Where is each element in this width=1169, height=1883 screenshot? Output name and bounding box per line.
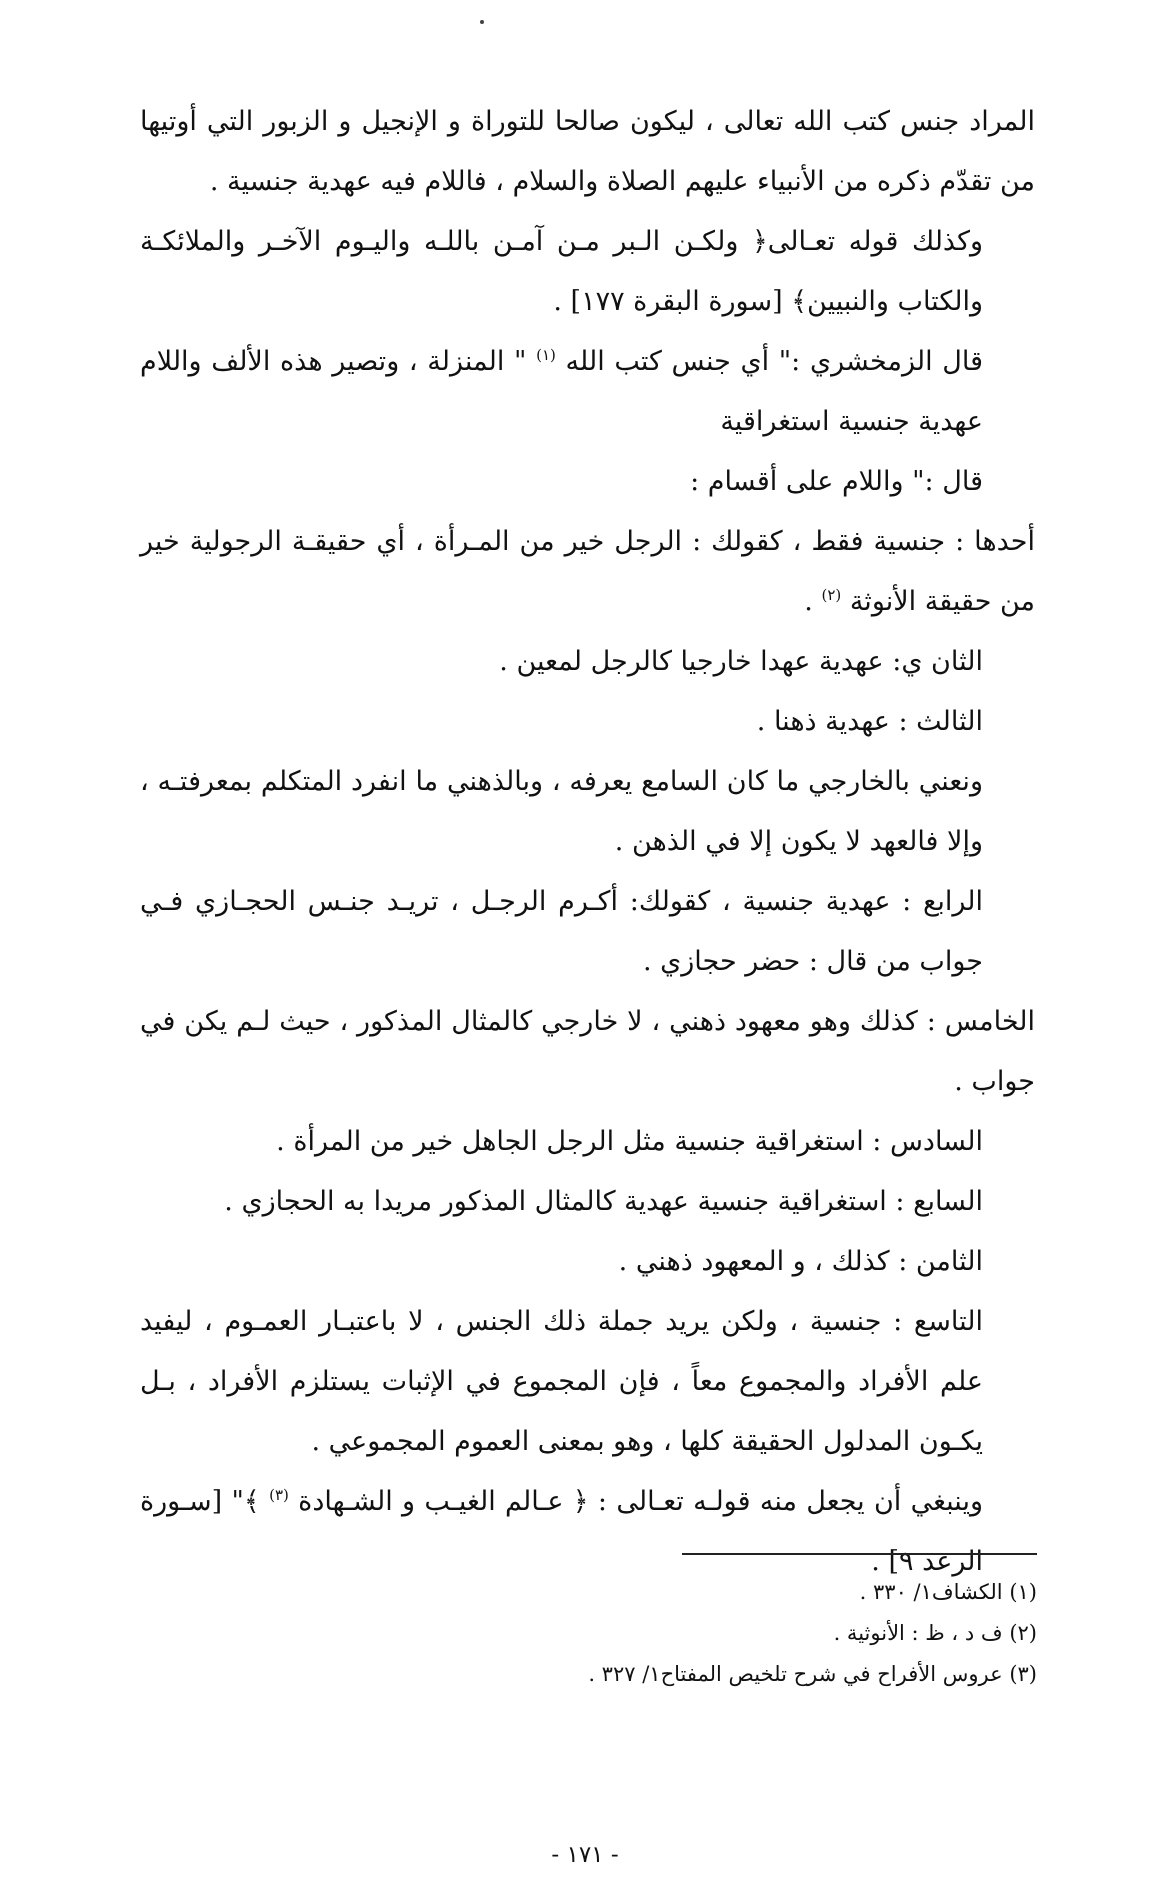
paragraph-3 [140,332,1035,452]
footnote-1: (١) الكشاف١/ ٣٣٠ . [859,1580,1037,1604]
paragraph-5 [140,512,1035,632]
paragraph-14: التاسع : جنسية ، ولكن يريد جملة ذلك الجنس ، لا باعتبـار العمـوم ، ليفيد علم الأفراد والمجموع معاً ، فإن المجموع في الإثبات يستلزم الأفراد ، بـل يكـون المدلول الحقيقة كلها ، وهو بمعنى العموم المجموعي . [140,1306,983,1457]
paragraph-15-text-b: ﴾" [سـورة الرعد ٩] . [140,1486,983,1577]
paragraph-1: المراد جنس كتب الله تعالى ، ليكون صالحا للتوراة و الإنجيل و الزبور التي أوتيها من تقدّم ذكره من الأنبياء عليهم الصلاة والسلام ، فاللام فيه عهدية جنسية . [140,106,1035,197]
paragraph-5-text-a: أحدها : جنسية فقط ، كقولك : الرجل خير من المـرأة ، أي حقيقـة الرجولية خير من حقيقة الأنوثة [140,526,1036,617]
paragraph-7: الثالث : عهدية ذهنا . [756,706,983,737]
paragraph-8: ونعني بالخارجي ما كان السامع يعرفه ، وبالذهني ما انفرد المتكلم بمعرفتـه ، وإلا فالعهد لا يكون إلا في الذهن . [140,766,983,857]
paragraph-12: السابع : استغراقية جنسية عهدية كالمثال المذكور مريدا به الحجازي . [224,1186,983,1217]
paragraph-9: الرابع : عهدية جنسية ، كقولك: أكـرم الرجـل ، تريـد جنـس الحجـازي فـي جواب من قال : حضر حجازي . [140,886,983,977]
paragraph-11: السادس : استغراقية جنسية مثل الرجل الجاهل خير من المرأة . [276,1126,983,1157]
footnote-ref-2: (٢) [821,586,842,604]
paragraph-3-text-a: قال الزمخشري :" أي جنس كتب الله [555,346,983,377]
paragraph-15-text-a: وينبغي أن يجعل منه قولـه تعـالى : ﴿ عـالم الغيـب و الشـهادة [288,1486,983,1517]
footnote-2: (٢) ف د ، ظ : الأنوثية . [833,1621,1037,1645]
footnote-separator [682,1553,1037,1555]
paragraph-4: قال :" واللام على أقسام : [690,466,983,497]
footnote-ref-1: (١) [536,346,556,364]
scan-dot [480,20,484,24]
paragraph-6: الثان ي: عهدية عهدا خارجيا كالرجل لمعين . [499,646,983,677]
footnote-3: (٣) عروس الأفراح في شرح تلخيص المفتاح١/ ٣٢٧ . [588,1662,1037,1686]
page-number: - ١٧١ - [551,1842,619,1868]
main-text [140,92,1035,1592]
paragraph-13: الثامن : كذلك ، و المعهود ذهني . [618,1246,983,1277]
paragraph-5-text-b: . [804,586,822,617]
paragraph-3-text-b: " المنزلة ، وتصير هذه الألف واللام عهدية جنسية استغراقية [140,346,983,437]
footnotes [440,1572,1037,1695]
paragraph-2: وكذلك قوله تعـالى﴿ ولكـن الـبر مـن آمـن باللـه واليـوم الآخـر والملائكـة والكتاب والنبيين﴾ [سورة البقرة ١٧٧] . [140,226,983,317]
footnote-ref-3: (٣) [269,1486,289,1504]
paragraph-10: الخامس : كذلك وهو معهود ذهني ، لا خارجي كالمثال المذكور ، حيث لـم يكن في جواب . [140,1006,1035,1097]
